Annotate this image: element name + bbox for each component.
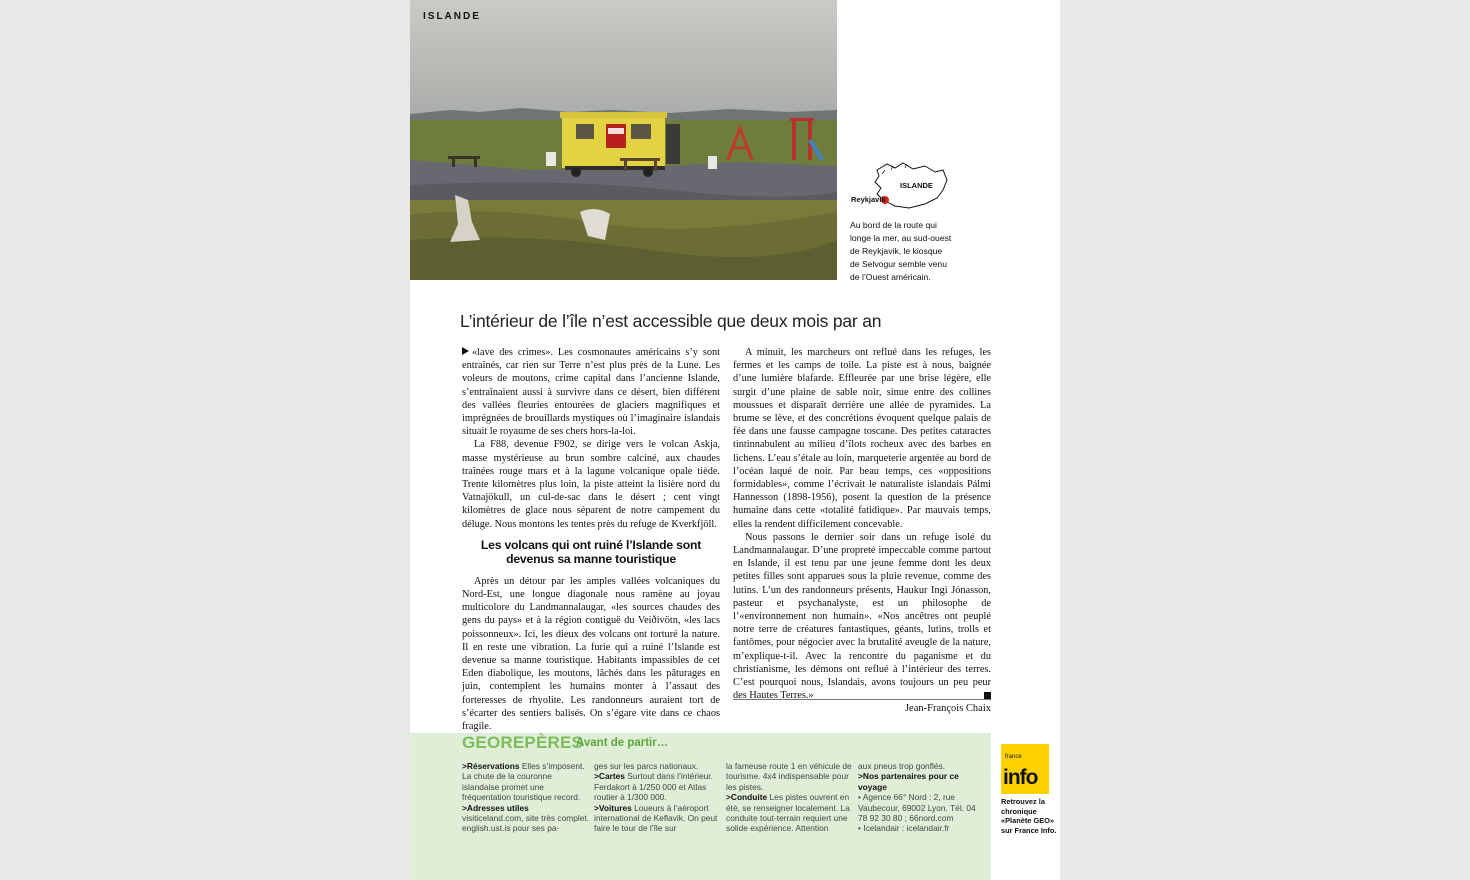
paragraph-text: «lave des crimes». Les cosmonautes américains s’y sont entraînés, car rien sur Terre n’est plus près de la Lune. Les voleurs de moutons, crime capital dans l’ancienne Islande, s’entraînaient aussi à survivre dans ce désert, bien différent des vallées fleuries entourées de glaciers magnifiques et imprégnées de brouillards mystiques où l’imaginaire islandais situait le royaume de ses chers hors-la-loi. bbox=[462, 347, 720, 438]
paragraph: A minuit, les marcheurs ont reflué dans les refuges, les fermes et les camps de toile. La piste est à nous, baignée d’une lumière blafarde. Effleurée par une brise légère, elle surgit d’une plaine de sable noir, sinue entre des collines moussues et disparaît derrière une allée de pyramides. La brume se lève, et des concrétions évoquent quelque palais de fée dans une fausse campagne toscane. Des petites cataractes tintinnabulent au milieu d’îlots rocheux avec des barbes en lichens. L’eau s’étale au loin, marqueterie argentée au bord de l’océan laqué de noir. Par beau temps, ces «oppositions formidables», comme l’écrivait le naturaliste islandais Pálmi Hannesson (1898-1956), posent la question de la présence humaine dans cette «totalité fatidique». Par mauvais temps, elles la rendent difficilement concevable. bbox=[733, 347, 991, 530]
france-info-logo-big: info bbox=[1003, 766, 1038, 789]
paragraph: Après un détour par les amples vallées volcaniques du Nord-Est, une longue diagonale nous ramène au joyau multicolore du Landmannalaugar, «les sources chaudes des gens du pays» et à la région contiguë du Veiðivötn, «les lacs poissonneux». Ici, les dieux des volcans ont torturé la nature. Il en reste une vibration. La furie qui a ruiné l’Islande est devenue sa manne touristique. Habitants impassibles de cet Eden diabolique, les moutons, lâchés dans les pâturages en juin, contemplent les humains monter à l’assaut des forteresses de rhyolite. Les randonneurs auraient tort de s’écarter des sentiers balisés. On s’égare vite dans ce chaos fragile. bbox=[462, 575, 720, 733]
france-info-logo bbox=[1001, 744, 1049, 794]
magazine-page bbox=[410, 0, 1060, 880]
info-heading: >Adresses utiles bbox=[462, 802, 529, 813]
partner-icelandair: • Icelandair : icelandair.fr bbox=[858, 823, 950, 834]
info-entry bbox=[462, 761, 590, 803]
info-column bbox=[726, 761, 854, 834]
article-column-left bbox=[462, 346, 720, 733]
caption-line: de l’Ouest américain. bbox=[850, 272, 931, 282]
info-entry bbox=[594, 771, 722, 802]
georeperes-title: GEOREPÈRES bbox=[462, 733, 584, 752]
paragraph bbox=[462, 346, 720, 438]
info-heading: >Réservations bbox=[462, 761, 520, 771]
article-column-right bbox=[733, 346, 991, 702]
info-text: Les pistes ouvrent en été, se renseigner localement. La conduite tout-terrain requiert une solide expérience. Attention bbox=[726, 792, 850, 834]
promo-line: Retrouvez la bbox=[1001, 797, 1045, 806]
article-headline: L’intérieur de l’île n’est accessible que deux mois par an bbox=[460, 311, 882, 331]
info-text: visiticeland.com, site très complet. english.ust.is pour ses pa- bbox=[462, 813, 590, 834]
info-heading: >Nos partenaires pour ce voyage bbox=[858, 771, 959, 792]
france-info-promo bbox=[1001, 797, 1060, 835]
caption-line: de Reykjavik, le kiosque bbox=[850, 246, 943, 256]
info-entry bbox=[858, 771, 986, 792]
paragraph: La F88, devenue F902, se dirige vers le volcan Askja, masse mystérieuse au brun sombre calciné, aux chaudes traînées rouge mars et à la lagune volcanique opale tiède. Trente kilomètres plus loin, la piste atteint la lisière nord du Vatnajökull, un cul-de-sac dans le désert ; cent vingt kilomètres de glace nous séparent de notre campement du déluge. Nous montons les tentes près du refuge de Kverkfjöll. bbox=[462, 439, 720, 530]
info-heading: >Cartes bbox=[594, 771, 625, 782]
info-text: Surtout dans l’intérieur. Ferdakort à 1/250 000 et Atlas routier à 1/300 000. bbox=[594, 771, 713, 803]
info-column bbox=[462, 761, 590, 834]
partner-agence: • Agence 66° Nord : 2, rue Vaubecour, 69002 Lyon. Tél. 04 78 92 30 80 ; 66nord.com bbox=[858, 792, 976, 824]
info-heading: >Conduite bbox=[726, 792, 768, 803]
article-author: Jean-François Chaix bbox=[904, 703, 991, 714]
photo-caption bbox=[850, 219, 960, 284]
caption-line: Au bord de la route qui bbox=[850, 220, 937, 230]
info-entry bbox=[462, 803, 590, 813]
paragraph bbox=[733, 531, 991, 703]
promo-line: chronique bbox=[1001, 806, 1037, 816]
article-subheading: Les volcans qui ont ruiné l’Islande sont devenus sa manne touristique bbox=[480, 537, 702, 566]
iceland-map bbox=[847, 160, 957, 212]
paragraph-text: Nous passons le dernier soir dans un refuge isolé du Landmannalaugar. D’une propreté impeccable comme partout en Islande, il est tenu par une jeune femme dont les deux petites filles sont apparues sous la pluie revenue, comme des lutins. L’un des randonneurs présents, Haukur Ingi Jónasson, pasteur et psychanalyste, est un philosophe de l’«environnement non humain». «Nos ancêtres ont peuplé notre terre de créatures fantastiques, géants, lutins, trolls et fantômes, pour négocier avec la brutalité aveugle de la nature, m’explique-t-il. Avec la rencontre du paganisme et du christianisme, les démons ont reflué à l’intérieur des terres. C’est pourquoi nous, Islandais, avons toujours un peu peur des Hautes Terres.» bbox=[733, 531, 991, 702]
info-text: Loueurs à l’aéroport international de Keflavik. On peut faire le tour de l’île sur bbox=[594, 802, 718, 834]
kiosk-scene-image bbox=[410, 0, 837, 280]
map-country-label: ISLANDE bbox=[900, 181, 933, 190]
caption-line: de Selvogur semble venu bbox=[850, 259, 947, 269]
info-text: la fameuse route 1 en véhicule de tourisme. 4x4 indispensable pour les pistes. bbox=[726, 761, 852, 792]
map-city-label: Reykjavik bbox=[851, 195, 886, 204]
promo-line: sur France Info. bbox=[1001, 825, 1057, 835]
info-column bbox=[858, 761, 986, 834]
info-text: aux pneus trop gonflés. bbox=[858, 761, 946, 771]
continuation-arrow-icon bbox=[462, 347, 469, 355]
georeperes-subtitle: Avant de partir… bbox=[576, 737, 669, 749]
caption-line: longe la mer, au sud-ouest bbox=[850, 233, 952, 243]
info-text: ges sur les parcs nationaux. bbox=[594, 761, 699, 771]
landscape-photo bbox=[410, 0, 837, 280]
section-label: ISLANDE bbox=[423, 11, 481, 22]
info-text: Elles s’imposent. La chute de la couronne islandaise promet une fréquentation touristique record. bbox=[462, 761, 585, 803]
info-entry bbox=[726, 792, 854, 834]
author-rule bbox=[733, 699, 991, 700]
france-info-logo-small: france bbox=[1005, 754, 1022, 760]
info-column bbox=[594, 761, 722, 834]
info-entry bbox=[594, 803, 722, 834]
info-heading: >Voitures bbox=[594, 802, 632, 813]
promo-line: «Planète GEO» bbox=[1001, 816, 1054, 826]
